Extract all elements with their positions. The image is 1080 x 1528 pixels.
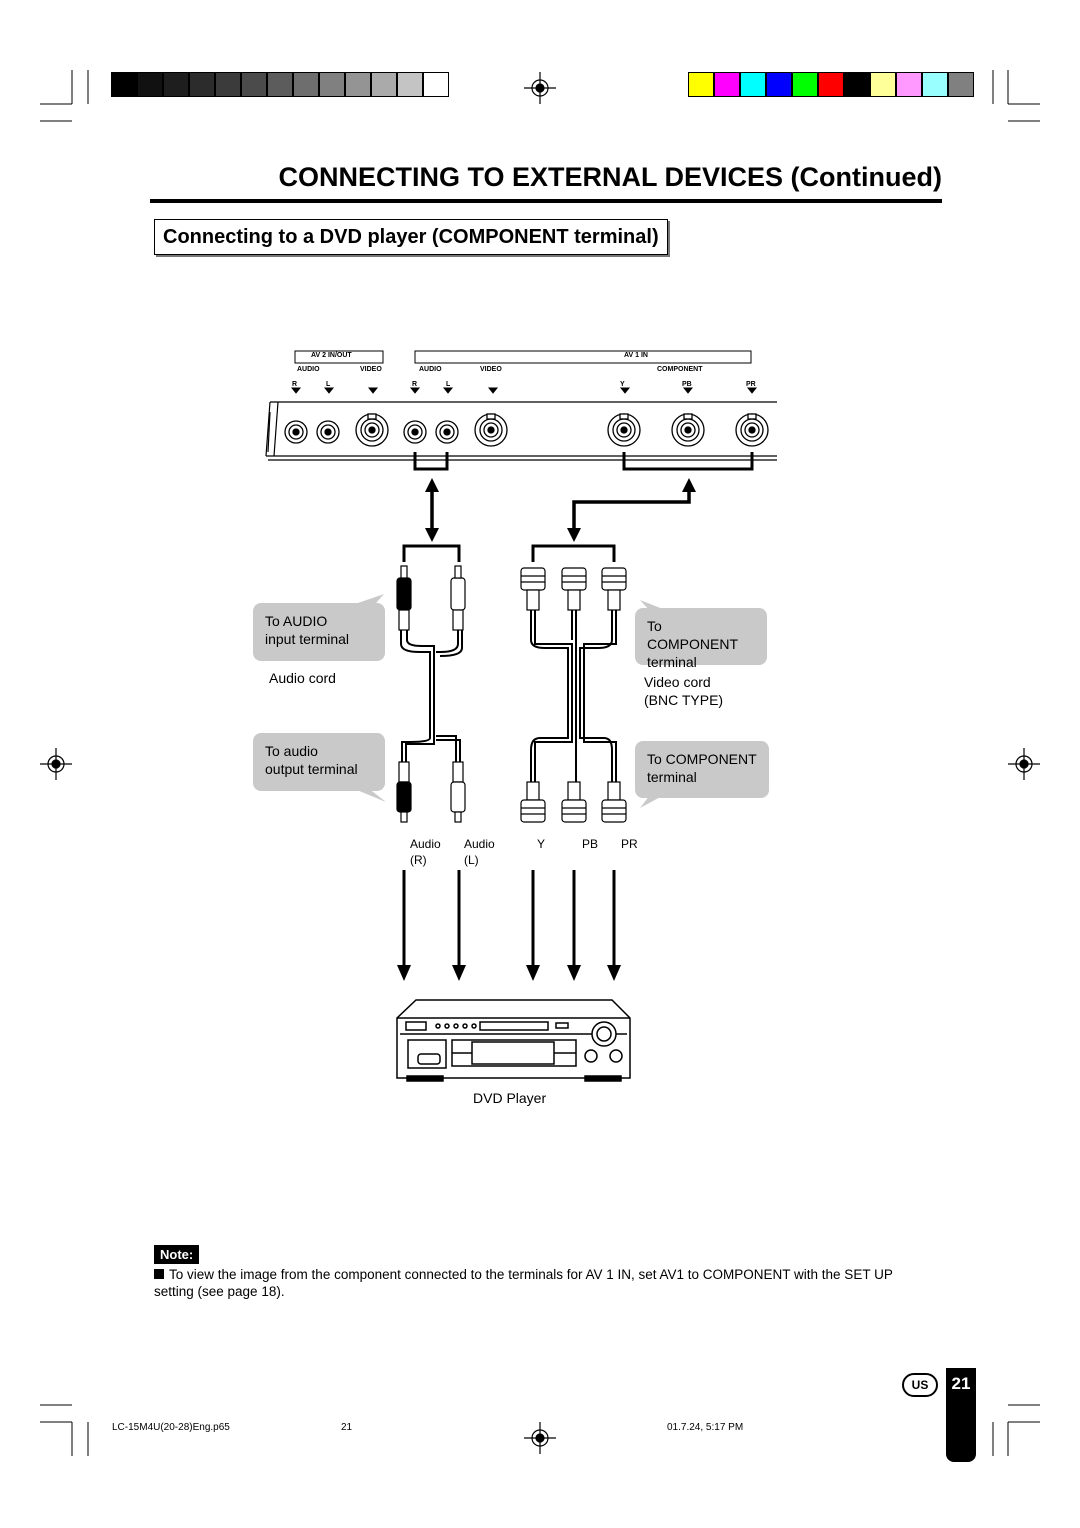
to-component-bottom-line1: To COMPONENT	[647, 751, 757, 767]
bullet-square-icon	[154, 1269, 164, 1279]
av1-video-label: VIDEO	[480, 366, 502, 373]
note-text: To view the image from the component connected to the terminals for AV 1 IN, set AV1 to COMPONENT with the SET UP setting (see page 18).	[154, 1267, 893, 1299]
plug-pb-label: PB	[582, 837, 599, 851]
panel-pb-label: PB	[682, 381, 692, 388]
bnc-type-label: (BNC TYPE)	[644, 692, 724, 708]
av1-label: AV 1 IN	[624, 352, 648, 359]
av1-r-label: R	[412, 381, 418, 388]
plug-pr-label: PR	[621, 837, 638, 851]
to-component-top-callout	[635, 608, 767, 670]
plug-audio-l-sub: (L)	[464, 853, 479, 867]
footer-filename: LC-15M4U(20-28)Eng.p65	[112, 1422, 230, 1433]
to-component-bottom-line2: terminal	[647, 769, 697, 785]
plug-audio-l-label: Audio	[464, 837, 495, 851]
to-component-top-line2: terminal	[647, 654, 697, 670]
page-number-tab: 21	[946, 1368, 976, 1462]
component-label: COMPONENT	[657, 366, 703, 373]
plug-y-label: Y	[537, 837, 546, 851]
av2-video-label: VIDEO	[360, 366, 382, 373]
to-audio-output-callout	[253, 733, 385, 791]
av2-l-label: L	[326, 381, 331, 388]
to-component-top-line1: To COMPONENT	[647, 618, 738, 652]
audio-cord-label: Audio cord	[269, 670, 336, 686]
note-body	[154, 1266, 934, 1300]
to-audio-input-line1: To AUDIO	[265, 613, 328, 629]
panel-pr-label: PR	[746, 381, 756, 388]
page-title: CONNECTING TO EXTERNAL DEVICES (Continued)	[150, 162, 942, 203]
av2-r-label: R	[292, 381, 298, 388]
av1-audio-label: AUDIO	[419, 366, 442, 373]
plug-audio-r-label: Audio	[410, 837, 441, 851]
section-title: Connecting to a DVD player (COMPONENT terminal)	[154, 219, 668, 255]
av2-label: AV 2 IN/OUT	[311, 352, 352, 359]
to-audio-output-line2: output terminal	[265, 761, 358, 777]
jack-row	[285, 414, 768, 446]
panel-y-label: Y	[620, 381, 625, 388]
av1-l-label: L	[446, 381, 451, 388]
to-audio-input-callout	[253, 603, 385, 661]
to-audio-output-line1: To audio	[265, 743, 318, 759]
av2-audio-label: AUDIO	[297, 366, 320, 373]
video-cord-label: Video cord	[644, 674, 711, 690]
dvd-player-label: DVD Player	[473, 1090, 547, 1106]
to-component-bottom-callout	[635, 741, 769, 798]
footer-page-ref: 21	[341, 1422, 353, 1433]
to-audio-input-line2: input terminal	[265, 631, 350, 647]
region-badge: US	[902, 1373, 938, 1397]
note-tag: Note:	[154, 1245, 199, 1264]
footer-timestamp: 01.7.24, 5:17 PM	[667, 1422, 744, 1433]
plug-audio-r-sub: (R)	[410, 853, 427, 867]
dvd-player-drawing	[397, 1000, 630, 1081]
